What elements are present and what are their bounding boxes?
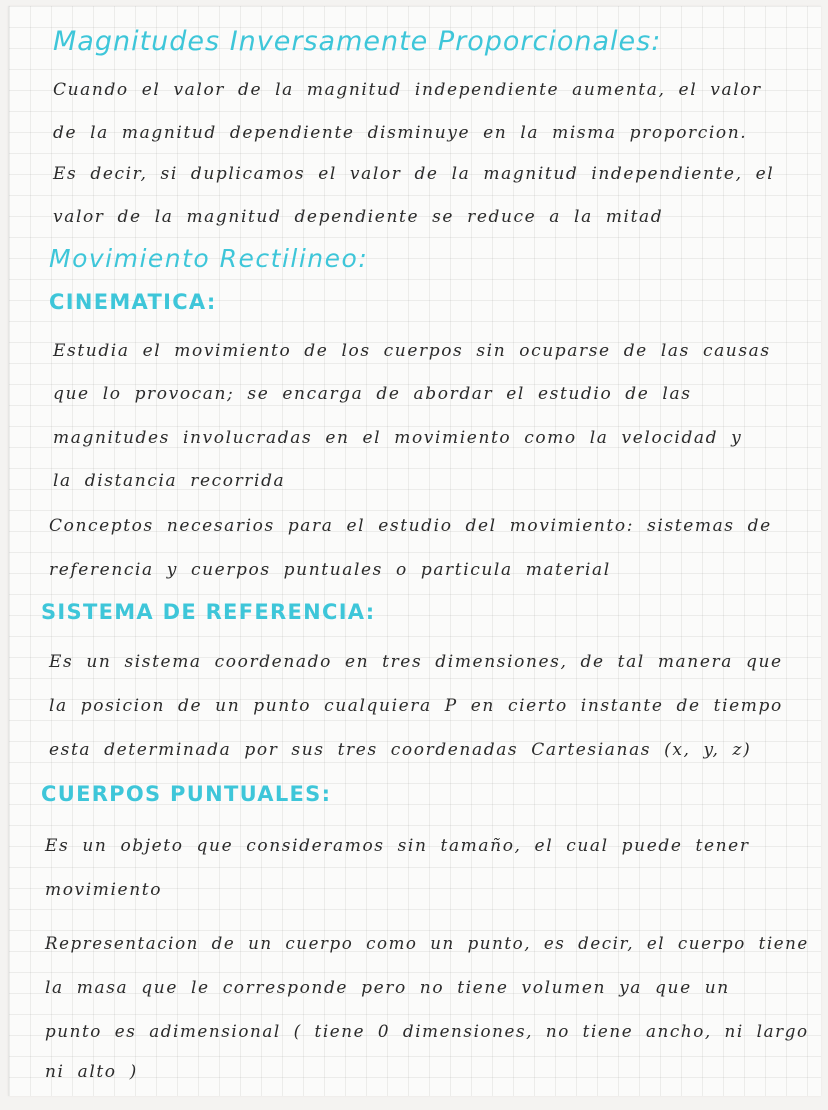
text-line: movimiento xyxy=(45,880,163,900)
text-line: valor de la magnitud dependiente se reduce a la mitad xyxy=(53,207,664,227)
section-heading-cinematica: CINEMATICA: xyxy=(49,290,217,314)
text-line: punto es adimensional ( tiene 0 dimensiones, no tiene ancho, ni largo xyxy=(45,1022,809,1042)
text-line: ni alto ) xyxy=(45,1062,138,1082)
text-line: que lo provocan; se encarga de abordar el estudio de las xyxy=(53,384,692,404)
text-line: la posicion de un punto cualquiera P en cierto instante de tiempo xyxy=(49,696,783,716)
text-line: Es un objeto que consideramos sin tamaño, el cual puede tener xyxy=(45,836,750,856)
title-heading: Magnitudes Inversamente Proporcionales: xyxy=(53,26,662,57)
section-heading-sistema: SISTEMA DE REFERENCIA: xyxy=(41,600,376,624)
text-line: Es decir, si duplicamos el valor de la magnitud independiente, el xyxy=(53,164,775,184)
text-line: referencia y cuerpos puntuales o particula material xyxy=(49,560,611,580)
notebook-page xyxy=(8,6,821,1096)
section-heading-cuerpos: CUERPOS PUNTUALES: xyxy=(41,782,332,806)
section-heading-movimiento: Movimiento Rectilineo: xyxy=(49,244,369,273)
text-line: la masa que le corresponde pero no tiene volumen ya que un xyxy=(45,978,730,998)
text-line: Es un sistema coordenado en tres dimensiones, de tal manera que xyxy=(49,652,783,672)
text-line: Representacion de un cuerpo como un punto, es decir, el cuerpo tiene xyxy=(45,934,809,954)
text-line: Estudia el movimiento de los cuerpos sin ocuparse de las causas xyxy=(53,341,771,361)
text-line: de la magnitud dependiente disminuye en la misma proporcion. xyxy=(53,123,748,143)
text-line: Conceptos necesarios para el estudio del movimiento: sistemas de xyxy=(49,516,772,536)
text-line: Cuando el valor de la magnitud independiente aumenta, el valor xyxy=(53,80,762,100)
text-line: magnitudes involucradas en el movimiento como la velocidad y xyxy=(53,428,743,448)
text-line: la distancia recorrida xyxy=(53,471,286,491)
text-line: esta determinada por sus tres coordenadas Cartesianas (x, y, z) xyxy=(49,740,752,760)
